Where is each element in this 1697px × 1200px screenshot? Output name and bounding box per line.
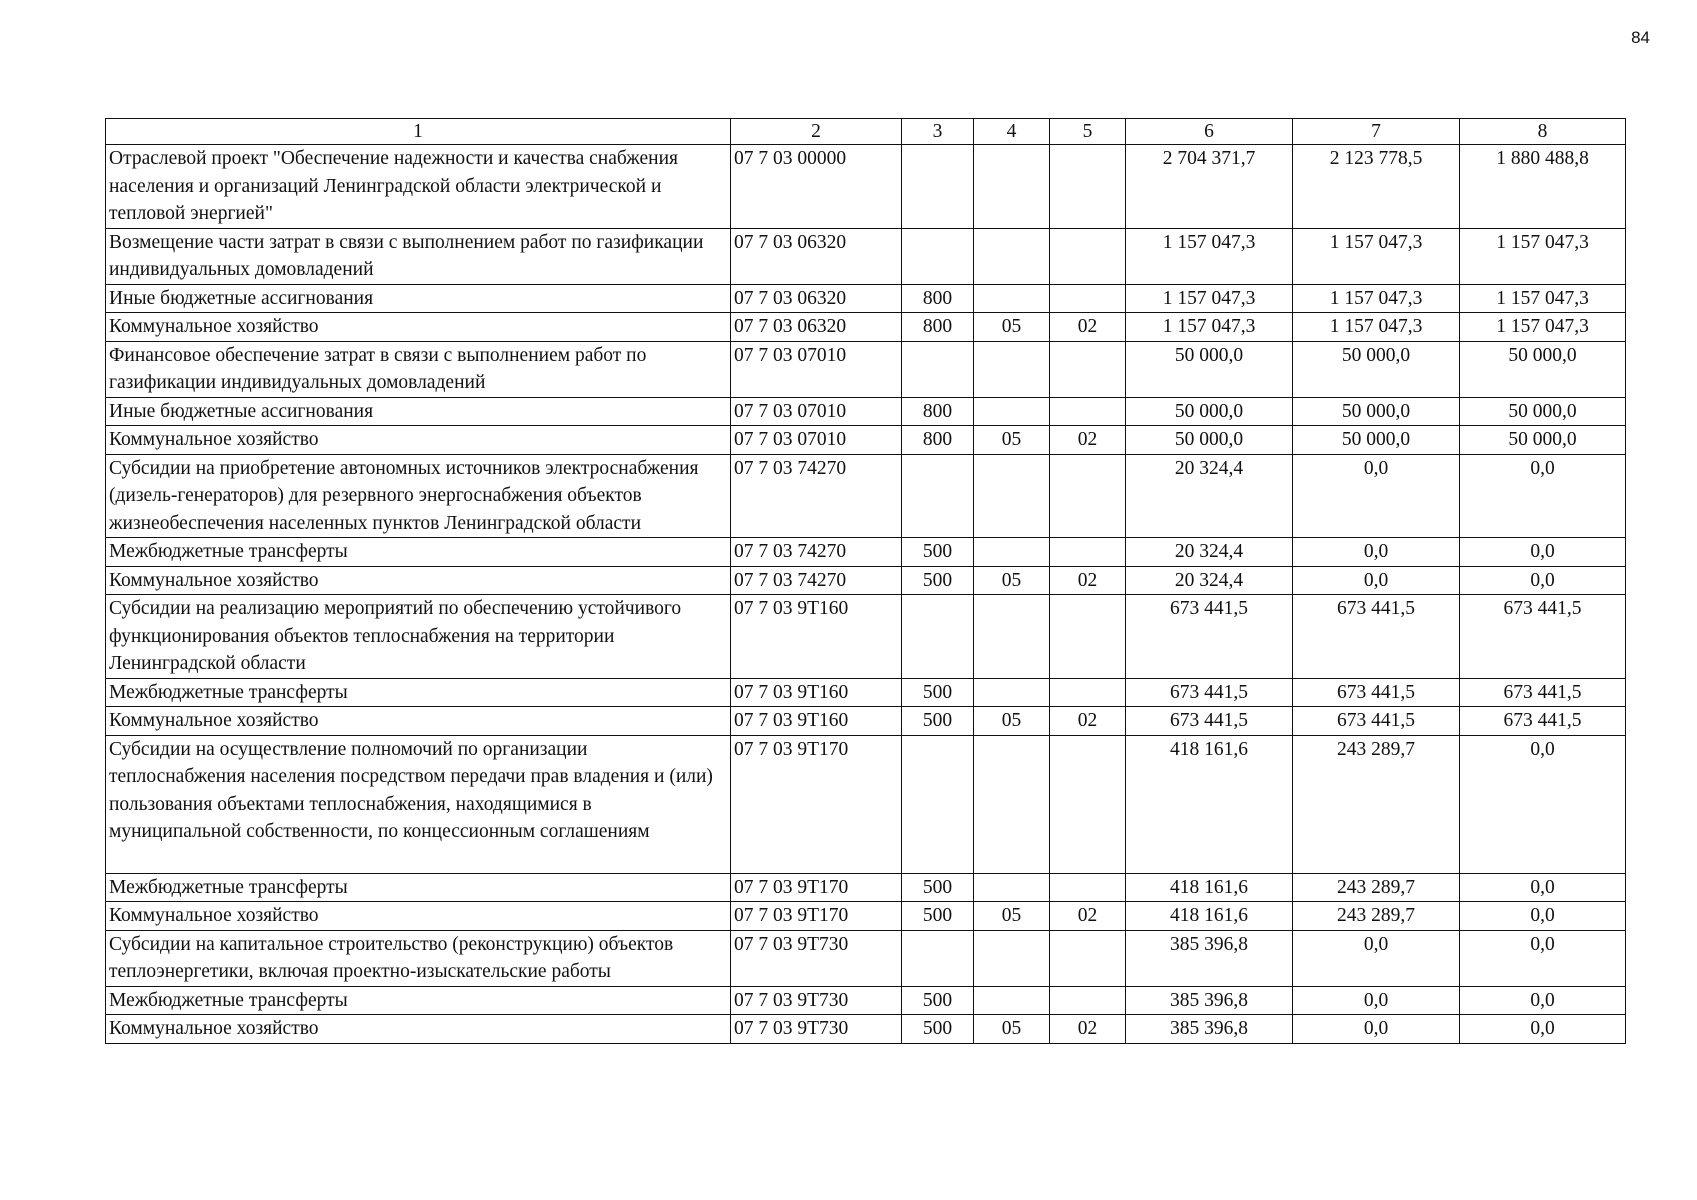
table-row: [106, 930, 1626, 986]
cell-amount-col6: 20 324,4: [1126, 538, 1293, 567]
cell-section: 05: [974, 707, 1050, 736]
cell-name: Отраслевой проект "Обеспечение надежности и качества снабжения населения и организаций Ленинградской области электрической и тепловой энергией": [106, 145, 731, 229]
cell-expense-type: [902, 228, 974, 284]
cell-amount-col8: 0,0: [1460, 538, 1626, 567]
cell-subsection: [1050, 454, 1126, 538]
table-body: [106, 145, 1626, 1044]
cell-subsection: [1050, 284, 1126, 313]
budget-table: [105, 118, 1626, 1044]
cell-subsection: [1050, 595, 1126, 679]
cell-expense-type: 500: [902, 873, 974, 902]
cell-subsection: 02: [1050, 426, 1126, 455]
cell-section: 05: [974, 1015, 1050, 1044]
table-row: [106, 1015, 1626, 1044]
cell-amount-col7: 1 157 047,3: [1293, 284, 1460, 313]
table-row: [106, 454, 1626, 538]
cell-subsection: [1050, 873, 1126, 902]
cell-amount-col8: 673 441,5: [1460, 678, 1626, 707]
cell-amount-col8: 50 000,0: [1460, 426, 1626, 455]
header-col-8: 8: [1460, 119, 1626, 145]
cell-name: Коммунальное хозяйство: [106, 707, 731, 736]
cell-amount-col7: 0,0: [1293, 986, 1460, 1015]
cell-target-code: 07 7 03 9Т160: [731, 595, 902, 679]
header-col-2: 2: [731, 119, 902, 145]
cell-target-code: 07 7 03 9Т160: [731, 678, 902, 707]
header-col-1: 1: [106, 119, 731, 145]
header-col-5: 5: [1050, 119, 1126, 145]
cell-amount-col8: 1 880 488,8: [1460, 145, 1626, 229]
cell-target-code: 07 7 03 9Т170: [731, 902, 902, 931]
cell-amount-col6: 20 324,4: [1126, 566, 1293, 595]
table-row: [106, 426, 1626, 455]
cell-section: 05: [974, 902, 1050, 931]
cell-section: [974, 284, 1050, 313]
cell-target-code: 07 7 03 07010: [731, 426, 902, 455]
cell-target-code: 07 7 03 9Т170: [731, 735, 902, 873]
cell-target-code: 07 7 03 00000: [731, 145, 902, 229]
table-row: [106, 341, 1626, 397]
table-row: [106, 566, 1626, 595]
cell-amount-col8: 0,0: [1460, 873, 1626, 902]
cell-amount-col6: 673 441,5: [1126, 707, 1293, 736]
cell-amount-col8: 0,0: [1460, 1015, 1626, 1044]
cell-amount-col7: 243 289,7: [1293, 735, 1460, 873]
cell-expense-type: [902, 595, 974, 679]
cell-section: [974, 538, 1050, 567]
cell-amount-col6: 418 161,6: [1126, 902, 1293, 931]
cell-amount-col6: 385 396,8: [1126, 930, 1293, 986]
cell-amount-col7: 1 157 047,3: [1293, 228, 1460, 284]
cell-expense-type: 500: [902, 1015, 974, 1044]
cell-amount-col7: 0,0: [1293, 538, 1460, 567]
table-row: [106, 313, 1626, 342]
cell-subsection: 02: [1050, 313, 1126, 342]
cell-expense-type: 500: [902, 986, 974, 1015]
cell-section: [974, 873, 1050, 902]
cell-amount-col6: 1 157 047,3: [1126, 313, 1293, 342]
cell-amount-col7: 673 441,5: [1293, 595, 1460, 679]
table-row: [106, 678, 1626, 707]
table-row: [106, 397, 1626, 426]
cell-subsection: [1050, 678, 1126, 707]
cell-subsection: [1050, 930, 1126, 986]
cell-section: [974, 930, 1050, 986]
cell-target-code: 07 7 03 9Т160: [731, 707, 902, 736]
cell-section: [974, 678, 1050, 707]
cell-amount-col6: 1 157 047,3: [1126, 228, 1293, 284]
cell-expense-type: 800: [902, 313, 974, 342]
cell-subsection: 02: [1050, 902, 1126, 931]
cell-expense-type: 800: [902, 397, 974, 426]
cell-amount-col8: 0,0: [1460, 735, 1626, 873]
cell-name: Межбюджетные трансферты: [106, 678, 731, 707]
cell-amount-col8: 1 157 047,3: [1460, 228, 1626, 284]
cell-amount-col8: 1 157 047,3: [1460, 284, 1626, 313]
cell-amount-col8: 673 441,5: [1460, 707, 1626, 736]
cell-expense-type: 800: [902, 426, 974, 455]
cell-amount-col7: 1 157 047,3: [1293, 313, 1460, 342]
cell-subsection: 02: [1050, 1015, 1126, 1044]
cell-name: Коммунальное хозяйство: [106, 313, 731, 342]
cell-section: [974, 341, 1050, 397]
cell-amount-col7: 0,0: [1293, 1015, 1460, 1044]
cell-amount-col7: 243 289,7: [1293, 902, 1460, 931]
cell-section: [974, 397, 1050, 426]
cell-target-code: 07 7 03 06320: [731, 228, 902, 284]
table-row: [106, 986, 1626, 1015]
cell-amount-col6: 20 324,4: [1126, 454, 1293, 538]
cell-amount-col6: 2 704 371,7: [1126, 145, 1293, 229]
cell-target-code: 07 7 03 9Т730: [731, 1015, 902, 1044]
cell-expense-type: 800: [902, 284, 974, 313]
table-row: [106, 902, 1626, 931]
header-col-6: 6: [1126, 119, 1293, 145]
cell-name: Коммунальное хозяйство: [106, 1015, 731, 1044]
cell-subsection: [1050, 397, 1126, 426]
cell-expense-type: 500: [902, 538, 974, 567]
cell-subsection: [1050, 341, 1126, 397]
cell-section: [974, 228, 1050, 284]
cell-name: Межбюджетные трансферты: [106, 986, 731, 1015]
cell-section: [974, 454, 1050, 538]
cell-expense-type: 500: [902, 902, 974, 931]
cell-amount-col6: 385 396,8: [1126, 1015, 1293, 1044]
cell-amount-col6: 673 441,5: [1126, 678, 1293, 707]
cell-name: Иные бюджетные ассигнования: [106, 284, 731, 313]
cell-expense-type: [902, 145, 974, 229]
cell-name: Возмещение части затрат в связи с выполнением работ по газификации индивидуальных домовладений: [106, 228, 731, 284]
table-row: [106, 707, 1626, 736]
cell-target-code: 07 7 03 74270: [731, 566, 902, 595]
cell-amount-col8: 673 441,5: [1460, 595, 1626, 679]
cell-amount-col8: 50 000,0: [1460, 341, 1626, 397]
cell-subsection: [1050, 228, 1126, 284]
cell-name: Межбюджетные трансферты: [106, 873, 731, 902]
cell-amount-col8: 0,0: [1460, 566, 1626, 595]
cell-target-code: 07 7 03 07010: [731, 341, 902, 397]
cell-target-code: 07 7 03 9Т730: [731, 986, 902, 1015]
cell-name: Коммунальное хозяйство: [106, 902, 731, 931]
cell-target-code: 07 7 03 74270: [731, 454, 902, 538]
cell-amount-col6: 50 000,0: [1126, 397, 1293, 426]
cell-amount-col7: 0,0: [1293, 930, 1460, 986]
cell-expense-type: 500: [902, 566, 974, 595]
cell-amount-col6: 50 000,0: [1126, 426, 1293, 455]
table-row: [106, 595, 1626, 679]
cell-subsection: [1050, 986, 1126, 1015]
table-row: [106, 538, 1626, 567]
cell-expense-type: [902, 341, 974, 397]
cell-amount-col8: 0,0: [1460, 986, 1626, 1015]
cell-expense-type: [902, 930, 974, 986]
cell-name: Коммунальное хозяйство: [106, 426, 731, 455]
header-row: [106, 119, 1626, 145]
cell-name: Субсидии на приобретение автономных источников электроснабжения (дизель-генераторов) для резервного энергоснабжения объектов жизнеобеспечения населенных пунктов Ленинградской области: [106, 454, 731, 538]
cell-amount-col8: 50 000,0: [1460, 397, 1626, 426]
cell-name: Субсидии на реализацию мероприятий по обеспечению устойчивого функционирования объектов теплоснабжения на территории Ленинградской области: [106, 595, 731, 679]
cell-subsection: [1050, 145, 1126, 229]
cell-section: 05: [974, 426, 1050, 455]
cell-amount-col8: 0,0: [1460, 902, 1626, 931]
cell-amount-col6: 50 000,0: [1126, 341, 1293, 397]
cell-amount-col8: 1 157 047,3: [1460, 313, 1626, 342]
cell-amount-col7: 673 441,5: [1293, 678, 1460, 707]
header-col-4: 4: [974, 119, 1050, 145]
cell-amount-col7: 673 441,5: [1293, 707, 1460, 736]
table-row: [106, 284, 1626, 313]
table-row: [106, 873, 1626, 902]
cell-target-code: 07 7 03 74270: [731, 538, 902, 567]
cell-subsection: 02: [1050, 707, 1126, 736]
cell-name: Иные бюджетные ассигнования: [106, 397, 731, 426]
cell-name: Субсидии на капитальное строительство (реконструкцию) объектов теплоэнергетики, включая проектно-изыскательские работы: [106, 930, 731, 986]
header-col-7: 7: [1293, 119, 1460, 145]
cell-section: [974, 595, 1050, 679]
cell-amount-col7: 0,0: [1293, 566, 1460, 595]
table-row: [106, 735, 1626, 873]
cell-target-code: 07 7 03 07010: [731, 397, 902, 426]
cell-amount-col7: 50 000,0: [1293, 426, 1460, 455]
cell-expense-type: [902, 454, 974, 538]
cell-amount-col7: 243 289,7: [1293, 873, 1460, 902]
cell-section: [974, 145, 1050, 229]
cell-name: Субсидии на осуществление полномочий по организации теплоснабжения населения посредством передачи прав владения и (или) пользования объектами теплоснабжения, находящимися в муниципальной собственности, по концессионным соглашениям: [106, 735, 731, 873]
cell-subsection: 02: [1050, 566, 1126, 595]
cell-name: Финансовое обеспечение затрат в связи с выполнением работ по газификации индивидуальных домовладений: [106, 341, 731, 397]
table-row: [106, 228, 1626, 284]
cell-amount-col6: 1 157 047,3: [1126, 284, 1293, 313]
header-col-3: 3: [902, 119, 974, 145]
cell-target-code: 07 7 03 06320: [731, 313, 902, 342]
cell-target-code: 07 7 03 9Т730: [731, 930, 902, 986]
cell-subsection: [1050, 735, 1126, 873]
cell-amount-col7: 50 000,0: [1293, 341, 1460, 397]
cell-amount-col6: 418 161,6: [1126, 735, 1293, 873]
cell-amount-col7: 2 123 778,5: [1293, 145, 1460, 229]
cell-amount-col8: 0,0: [1460, 454, 1626, 538]
cell-name: Межбюджетные трансферты: [106, 538, 731, 567]
cell-section: 05: [974, 566, 1050, 595]
cell-section: 05: [974, 313, 1050, 342]
cell-amount-col6: 385 396,8: [1126, 986, 1293, 1015]
cell-expense-type: [902, 735, 974, 873]
cell-expense-type: 500: [902, 678, 974, 707]
cell-section: [974, 986, 1050, 1015]
cell-amount-col7: 50 000,0: [1293, 397, 1460, 426]
page-number: 84: [1631, 28, 1650, 47]
cell-expense-type: 500: [902, 707, 974, 736]
cell-amount-col6: 418 161,6: [1126, 873, 1293, 902]
cell-subsection: [1050, 538, 1126, 567]
cell-amount-col8: 0,0: [1460, 930, 1626, 986]
cell-amount-col7: 0,0: [1293, 454, 1460, 538]
table-row: [106, 145, 1626, 229]
cell-target-code: 07 7 03 06320: [731, 284, 902, 313]
cell-amount-col6: 673 441,5: [1126, 595, 1293, 679]
cell-section: [974, 735, 1050, 873]
cell-name: Коммунальное хозяйство: [106, 566, 731, 595]
cell-target-code: 07 7 03 9Т170: [731, 873, 902, 902]
